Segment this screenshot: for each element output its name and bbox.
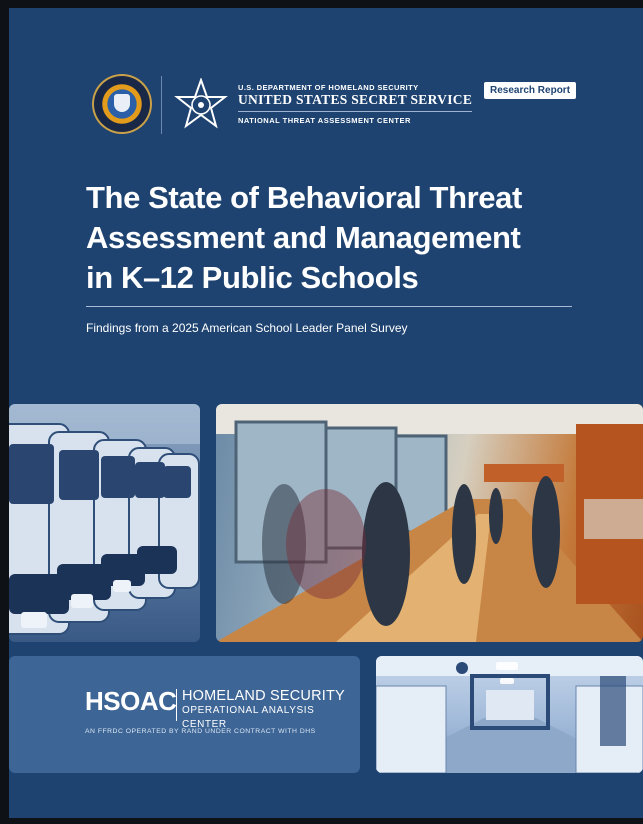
title-rule [86,306,572,307]
header-divider [161,76,162,134]
secret-service-star-icon [174,78,228,132]
report-type-badge: Research Report [484,82,576,99]
title-line-2: Assessment and Management [86,220,521,255]
school-hallway-photo [216,404,643,642]
hsoac-logo: HSOAC [85,686,177,716]
agency-label: UNITED STATES SECRET SERVICE [238,92,472,112]
department-label: U.S. DEPARTMENT OF HOMELAND SECURITY [238,83,419,92]
usss-wordmark [238,83,472,125]
hsoac-name-line-2: OPERATIONAL ANALYSIS CENTER [182,705,315,730]
title-line-1: The State of Behavioral Threat [86,180,522,215]
ntac-seal-icon [92,74,152,134]
school-corridor-photo [376,656,643,773]
hsoac-panel [9,656,360,773]
report-cover [9,8,643,818]
center-label: NATIONAL THREAT ASSESSMENT CENTER [238,116,411,125]
hsoac-tagline: AN FFRDC OPERATED BY RAND UNDER CONTRACT WITH DHS [85,728,316,735]
hsoac-name-line-1: HOMELAND SECURITY [182,688,345,704]
report-title [86,178,606,298]
school-bus-photo [9,404,200,642]
title-line-3: in K–12 Public Schools [86,260,419,295]
report-subtitle: Findings from a 2025 American School Leader Panel Survey [86,321,408,335]
hsoac-divider [176,689,177,721]
hsoac-name [182,689,360,732]
